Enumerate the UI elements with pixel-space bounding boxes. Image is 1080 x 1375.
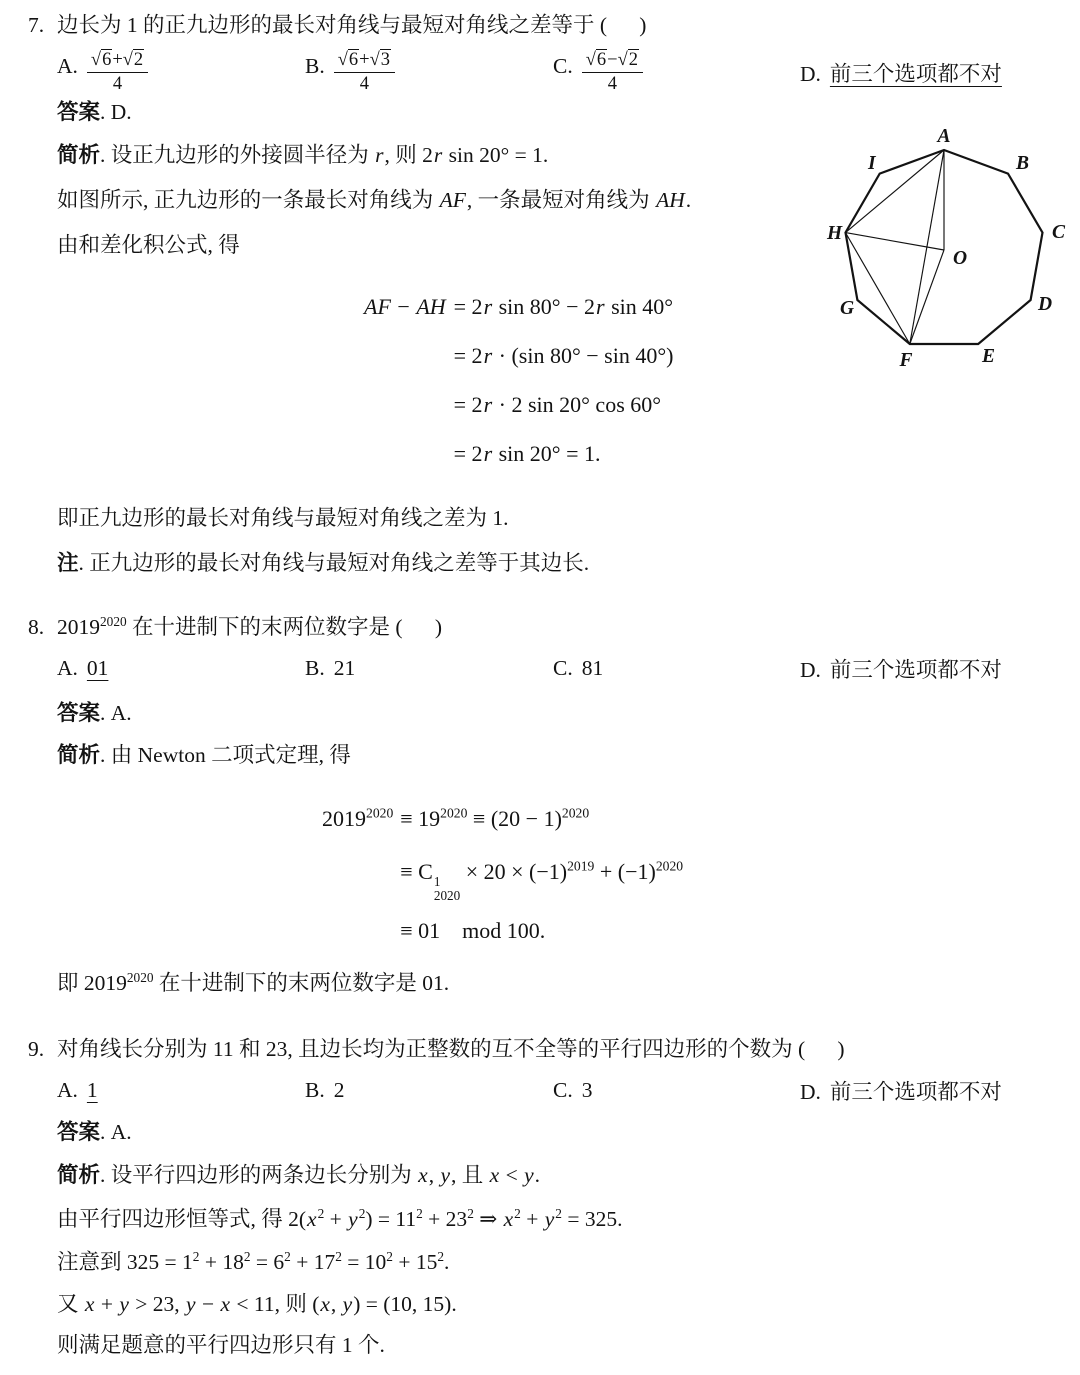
problem-7-answer	[57, 97, 132, 127]
option-c-fraction: $\frac{√6-√2}{4}$	[582, 49, 643, 95]
answer-value: . A.	[100, 1120, 132, 1144]
problem-8-option-a	[57, 656, 305, 681]
option-b-label: B.	[305, 656, 325, 680]
note-text: . 正九边形的最长对角线与最短对角线之差等于其边长.	[78, 551, 590, 575]
vertex-label-e: E	[982, 346, 996, 367]
equation-lhs: AF − AH	[364, 294, 446, 319]
note-label: 注	[57, 551, 79, 575]
answer-label: 答案	[57, 701, 101, 725]
problem-8-answer	[57, 698, 132, 728]
problem-9-question	[28, 1032, 845, 1063]
problem-9-number: 9.	[28, 1037, 45, 1061]
analysis-text: . 设正九边形的外接圆半径为 r, 则 2r sin 20° = 1.	[100, 143, 549, 167]
equation-spacer	[363, 429, 447, 478]
problem-7-conclusion	[57, 503, 509, 533]
problem-9-option-c	[553, 1078, 800, 1103]
problem-8-options	[57, 653, 1067, 684]
analysis-text: 如图所示, 正九边形的一条最长对角线为 AF, 一条最短对角线为 AH.	[57, 188, 692, 212]
problem-8-option-d	[800, 653, 1067, 684]
problem-8-question	[28, 610, 442, 641]
problem-8-equation-block	[322, 792, 683, 957]
vertex-label-c: C	[1052, 222, 1066, 243]
option-d-text: 前三个选项都不对	[829, 658, 1002, 682]
problem-9-option-d	[800, 1075, 1067, 1106]
option-c-label: C.	[553, 54, 573, 79]
option-a-text-underlined: 1	[86, 1078, 98, 1102]
vertex-label-a: A	[937, 126, 951, 147]
option-c-text: 3	[581, 1078, 593, 1102]
problem-7-question	[28, 8, 646, 39]
problem-7-option-c	[553, 49, 800, 95]
option-d-text: 前三个选项都不对	[829, 1080, 1002, 1104]
option-a-text-underlined: 01	[86, 656, 109, 680]
answer-value: . A.	[100, 701, 132, 725]
problem-7-number: 7.	[28, 13, 45, 37]
problem-9-analysis-line-4	[57, 1289, 457, 1319]
problem-9-analysis-line-5	[57, 1330, 385, 1360]
conclusion-text: 即正九边形的最长对角线与最短对角线之差为 1.	[57, 506, 509, 530]
option-a-fraction: $\frac{√6+√2}{4}$	[87, 49, 148, 95]
equation-spacer	[322, 845, 393, 904]
problem-7-note	[57, 548, 589, 578]
option-b-text: 21	[333, 656, 356, 680]
equation-spacer	[322, 904, 393, 957]
vertex-label-g: G	[840, 298, 855, 319]
option-d-label: D.	[800, 658, 821, 682]
equation-line: = 2r sin 80° − 2r sin 40°	[453, 294, 674, 319]
vertex-label-h: H	[827, 223, 843, 244]
problem-7-options	[57, 44, 1067, 100]
equation-line: = 2r · 2 sin 20° cos 60°	[453, 392, 662, 417]
equation-spacer	[363, 331, 447, 380]
equation-spacer	[363, 380, 447, 429]
center-label-o: O	[953, 248, 968, 269]
equation-line: ≡ $19^{2020} \equiv (20 - 1)^{2020}$	[400, 805, 590, 831]
problem-8-number: 8.	[28, 615, 45, 639]
option-a-label: A.	[57, 656, 78, 680]
option-c-label: C.	[553, 1078, 573, 1102]
problem-8-option-c	[553, 656, 800, 681]
equation-lhs: $2019^{2020}$	[322, 805, 394, 831]
analysis-label: 简析	[57, 143, 101, 167]
analysis-label: 简析	[57, 1163, 101, 1187]
analysis-text: . 设平行四边形的两条边长分别为 x, y, 且 x < y.	[100, 1163, 540, 1187]
option-b-label: B.	[305, 54, 325, 79]
problem-7-analysis-line-2	[57, 185, 691, 215]
problem-7-analysis-line-1	[57, 140, 548, 170]
conclusion-text: 即 $2019^{2020}$ 在十进制下的末两位数字是 01.	[57, 969, 450, 995]
vertex-label-b: B	[1016, 153, 1030, 174]
analysis-label: 简析	[57, 743, 101, 767]
option-d-label: D.	[800, 61, 821, 86]
problem-7-analysis-line-3	[57, 230, 240, 260]
problem-7-option-b	[305, 49, 553, 95]
option-a-label: A.	[57, 54, 78, 79]
problem-8-conclusion	[57, 968, 449, 998]
nonagon-figure	[826, 126, 1070, 370]
option-b-text: 2	[333, 1078, 345, 1102]
problem-7-option-d	[800, 57, 1067, 88]
vertex-label-f: F	[899, 350, 913, 370]
problem-8-analysis-line-1	[57, 740, 351, 770]
problem-9-analysis-line-3	[57, 1247, 449, 1277]
option-c-text: 81	[581, 656, 604, 680]
analysis-text: 又 x + y > 23, y − x < 11, 则 (x, y) = (10, 15).	[57, 1292, 457, 1316]
answer-label: 答案	[57, 1120, 101, 1144]
answer-label: 答案	[57, 100, 101, 124]
option-c-label: C.	[553, 656, 573, 680]
equation-line: = 2r sin 20° = 1.	[453, 441, 601, 466]
option-d-text-underlined: 前三个选项都不对	[829, 61, 1002, 86]
problem-9-options	[57, 1075, 1067, 1106]
option-d-label: D.	[800, 1080, 821, 1104]
option-b-fraction: $\frac{√6+√3}{4}$	[334, 49, 395, 95]
equation-line: = 2r · (sin 80° − sin 40°)	[453, 343, 674, 368]
problem-7-option-a	[57, 49, 305, 95]
problem-9-analysis-line-1	[57, 1160, 540, 1190]
vertex-label-i: I	[868, 153, 876, 174]
problem-7-equation-block	[363, 282, 673, 478]
option-a-label: A.	[57, 1078, 78, 1102]
problem-9-answer	[57, 1117, 132, 1147]
equation-line: ≡ 01 mod 100.	[400, 918, 546, 944]
problem-9-question-text: 对角线长分别为 11 和 23, 且边长均为正整数的互不全等的平行四边形的个数为 ( )	[57, 1037, 845, 1061]
vertex-label-d: D	[1038, 294, 1053, 315]
analysis-text: . 由 Newton 二项式定理, 得	[100, 743, 351, 767]
problem-8-option-b	[305, 656, 553, 681]
problem-9-option-a	[57, 1078, 305, 1103]
nonagon-diagonals	[846, 150, 945, 344]
problem-8-question-text: $2019^{2020}$ 在十进制下的末两位数字是 ( )	[57, 613, 442, 639]
answer-value: . D.	[100, 100, 132, 124]
problem-7-question-text: 边长为 1 的正九边形的最长对角线与最短对角线之差等于 ( )	[57, 13, 647, 37]
analysis-text: 由和差化积公式, 得	[57, 233, 240, 257]
analysis-text: 注意到 $325 = 1^2 + 18^2 = 6^2 + 17^2 = 10^2 + 15^2$.	[57, 1248, 450, 1274]
equation-line: ≡ C 1 2020 × $20 \times (-1)^{2019} + (-1)^{2020}$	[400, 858, 684, 904]
analysis-text: 则满足题意的平行四边形只有 1 个.	[57, 1333, 385, 1357]
option-b-label: B.	[305, 1078, 325, 1102]
analysis-text: 由平行四边形恒等式, 得 $2(x^2 + y^2) = 11^2 + 23^2$ ⇒ $x^2 + y^2 = 325$.	[57, 1205, 623, 1231]
problem-9-option-b	[305, 1078, 553, 1103]
problem-9-analysis-line-2	[57, 1204, 622, 1234]
